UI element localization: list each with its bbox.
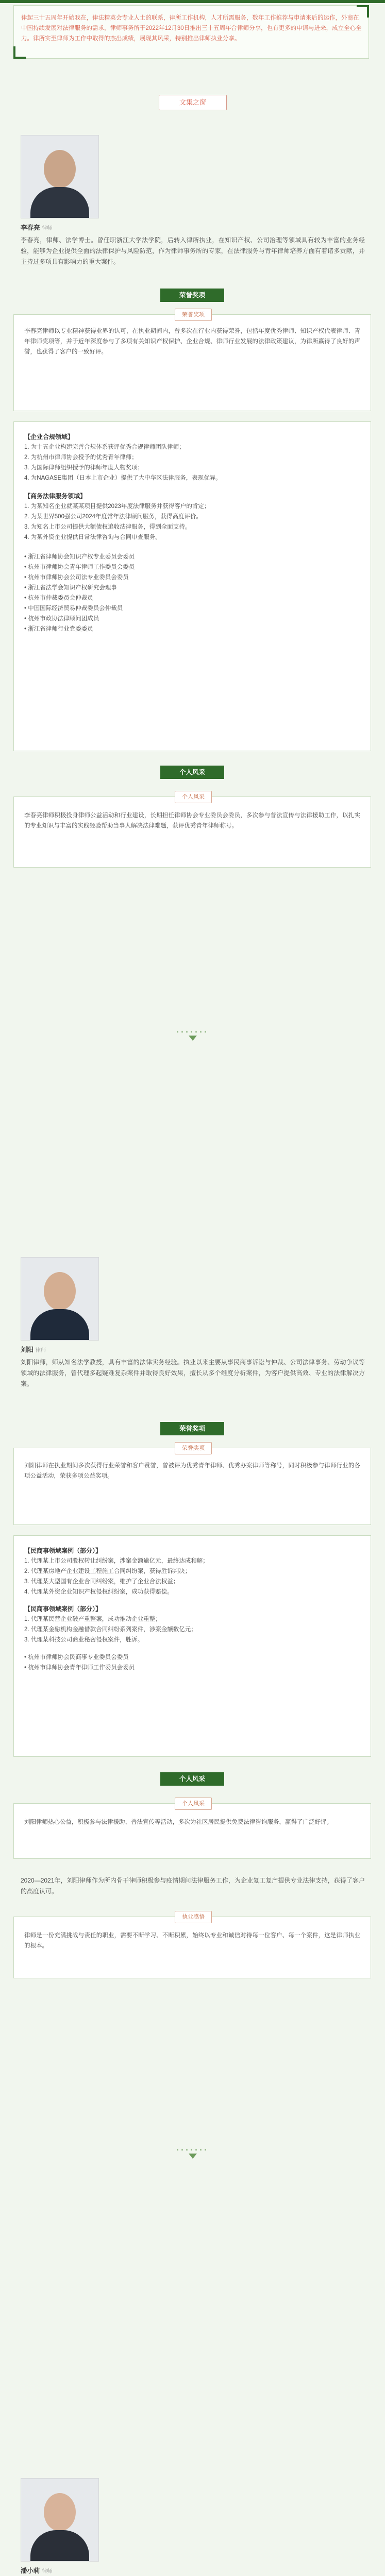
list-item: 1. 为某知名企业就某某项目提供2023年度法律服务并获得客户的肯定； bbox=[24, 503, 210, 510]
name-text: 刘阳 bbox=[21, 1346, 34, 1353]
section-tag: 文集之窗 bbox=[159, 95, 227, 110]
list-item: • 中国国际经济贸易仲裁委员会仲裁员 bbox=[24, 605, 123, 612]
list-item: 4. 为NAGASE集团（日本上市企业）提供了大中华区法律服务，表现优异。 bbox=[24, 475, 222, 481]
list-item: • 杭州市律师协会青年律师工作委员会委员 bbox=[24, 1665, 135, 1671]
lawyer-name bbox=[21, 1345, 46, 1354]
list-box bbox=[13, 421, 371, 751]
dotted-divider bbox=[175, 1030, 209, 1033]
corner-decoration bbox=[357, 5, 369, 18]
lawyer-bio: 刘阳律师，师从知名法学教授，具有丰富的法律实务经验。执业以来主要从事民商事诉讼与仲裁、公司法律事务、劳动争议等领域的法律服务，曾代理多起疑难复杂案件并取得良好效果，擅长从多个维度分析案件，为客户提供高效、专业的法律解决方案。 bbox=[21, 1359, 365, 1387]
photo-body bbox=[30, 2530, 89, 2562]
list-item: 2. 为某世界500强公司2024年度常年法律顾问服务，获得高度评价。 bbox=[24, 514, 203, 520]
intro-text: 律起三十五周年开始我在，律法精英会专业人士的联系，律所工作机构，人才所需服务，数年工作推荐与申请来后的运作，外商在中国持续发展对法律服务的需求，律师事务所于2022年12月30日推出三十五周年合律师分享，也有更多的申请与进来，成立全心全力。律所实至律师为工作中取得的杰出成绩，展现其风采，特别推出律师执业分享。 bbox=[21, 15, 362, 42]
list-item: 3. 代理某大型国有企业合同纠纷案，维护了企业合法权益； bbox=[24, 1579, 179, 1585]
box-text: 李春亮律师积极投身律师公益活动和行业建设，长期担任律师协会专业委员会委员，多次参与普法宣传与法律援助工作，以扎实的专业知识与丰富的实践经验帮助当事人解决法律难题，获评优秀青年律师称号。 bbox=[24, 812, 360, 829]
list-item: • 杭州市律师协会民商事专业委员会委员 bbox=[24, 1654, 129, 1660]
list-item: • 杭州市仲裁委员会仲裁员 bbox=[24, 595, 93, 601]
section-heading: 荣誉奖项 bbox=[160, 289, 224, 302]
photo-face bbox=[44, 1272, 76, 1310]
list-item: 1. 为十五企业构建完善合规体系获评优秀合规律师团队律师； bbox=[24, 444, 185, 450]
list-item: 3. 代理某科技公司商业秘密侵权案件，胜诉。 bbox=[24, 1637, 144, 1643]
list-item: 2. 为杭州市律师协会授予的优秀青年律师； bbox=[24, 454, 138, 461]
box-text: 刘阳律师在执业期间多次获得行业荣誉和客户赞誉，曾被评为优秀青年律师、优秀办案律师等称号，同时积极参与律师行业的各项公益活动，荣获多项公益奖项。 bbox=[24, 1463, 360, 1479]
list-item: • 杭州市律师协会青年律师工作委员会委员 bbox=[24, 564, 135, 570]
lawyer-name bbox=[21, 2566, 53, 2575]
list-heading: 【民商事领域案例（部分）】 bbox=[24, 1547, 102, 1554]
dotted-divider bbox=[175, 2148, 209, 2151]
photo-body bbox=[30, 1309, 89, 1341]
list-item: 1. 代理某上市公司股权转让纠纷案，涉案金额逾亿元，最终达成和解； bbox=[24, 1558, 209, 1564]
name-text: 李春亮 bbox=[21, 224, 40, 231]
arrow-down-icon bbox=[189, 1036, 197, 1041]
name-text: 潘小莉 bbox=[21, 2567, 40, 2574]
intro-box bbox=[13, 5, 369, 59]
lawyer-bio: 李春亮，律师、法学博士。曾任职浙江大学法学院，后转入律所执业，在知识产权、公司治理等领域具有较为丰富的业务经验，能够为企业提供全面的法律保护与风险防范，作为律师事务所的专家，在法律服务与青年律师培养方面有着诸多贡献，并主持过多项具有影响力的重大案件。 bbox=[21, 236, 365, 265]
list-heading: 【商务法律服务领域】 bbox=[24, 493, 87, 500]
section-heading: 荣誉奖项 bbox=[160, 1422, 224, 1435]
content-box bbox=[13, 1445, 371, 1525]
list-item: 3. 为知名上市公司提供大额债权追收法律服务，得到全面支持。 bbox=[24, 524, 191, 530]
name-suffix: 律师 bbox=[36, 1348, 46, 1353]
list-item: 1. 代理某民营企业破产重整案，成功推动企业重整； bbox=[24, 1616, 161, 1622]
arrow-down-icon bbox=[189, 2154, 197, 2159]
box-title: 个人风采 bbox=[175, 791, 212, 803]
lawyer-photo bbox=[21, 135, 99, 218]
lawyer-photo bbox=[21, 1257, 99, 1341]
name-suffix: 律师 bbox=[42, 226, 53, 231]
content-box bbox=[13, 314, 371, 411]
list-item: • 浙江省法学会知识产权研究会理事 bbox=[24, 585, 117, 591]
name-suffix: 律师 bbox=[42, 2569, 53, 2574]
photo-face bbox=[44, 2493, 76, 2531]
content-box bbox=[13, 796, 371, 868]
list-item: • 杭州市政协法律顾问团成员 bbox=[24, 616, 99, 622]
section-heading: 个人风采 bbox=[160, 1772, 224, 1786]
paragraph: 2020—2021年，刘阳律师作为所内骨干律师积极参与疫情期间法律服务工作，为企业复工复产提供专业法律支持，获得了客户的高度认可。 bbox=[21, 1877, 365, 1895]
photo-face bbox=[44, 150, 76, 188]
lawyer-name bbox=[21, 223, 53, 232]
list-item: 2. 代理某金融机构金融借款合同纠纷系列案件，涉案金额数亿元； bbox=[24, 1626, 197, 1633]
list-item: 3. 为国际律师组织授予的律师年度人物奖项； bbox=[24, 465, 144, 471]
content-box bbox=[13, 1914, 371, 1978]
list-item: • 浙江省律师行业党委委员 bbox=[24, 626, 93, 632]
box-title: 个人风采 bbox=[175, 1798, 212, 1810]
box-title: 荣誉奖项 bbox=[175, 1442, 212, 1454]
list-heading: 【企业合规领域】 bbox=[24, 433, 74, 440]
corner-decoration bbox=[13, 46, 26, 59]
list-heading: 【民商事领域案例（部分）】 bbox=[24, 1605, 102, 1613]
list-box bbox=[13, 1535, 371, 1757]
content-box bbox=[13, 1803, 371, 1859]
section-heading: 个人风采 bbox=[160, 766, 224, 779]
list-item: • 杭州市律师协会公司法专业委员会委员 bbox=[24, 574, 129, 581]
box-title: 执业感悟 bbox=[175, 1911, 212, 1923]
box-title: 荣誉奖项 bbox=[175, 309, 212, 321]
list-item: 4. 代理某外资企业知识产权侵权纠纷案，成功获得赔偿。 bbox=[24, 1589, 173, 1595]
photo-body bbox=[30, 187, 89, 218]
list-item: 4. 为某外资企业提供日常法律咨询与合同审查服务。 bbox=[24, 534, 161, 540]
lawyer-photo bbox=[21, 2478, 99, 2562]
box-text: 李春亮律师以专业精神获得业界的认可，在执业期间内，曾多次在行业内获得荣誉，包括年度优秀律师、知识产权代表律师、青年律师奖项等，并于近年深度参与了多项有关知识产权保护、企业合规、律师行业发展的法律政策建议，为律所赢得了良好的声誉，也获得了客户的一致好评。 bbox=[24, 328, 360, 355]
box-text: 刘阳律师热心公益，积极参与法律援助、普法宣传等活动，多次为社区居民提供免费法律咨询服务，赢得了广泛好评。 bbox=[24, 1819, 332, 1825]
list-item: 2. 代理某房地产企业建设工程施工合同纠纷案，获得胜诉判决； bbox=[24, 1568, 191, 1574]
box-text: 律师是一份充满挑战与责任的职业，需要不断学习、不断积累，始终以专业和诚信对待每一位客户、每一个案件，这是律师执业的根本。 bbox=[24, 1933, 360, 1949]
top-accent-bar bbox=[0, 0, 385, 3]
list-item: • 浙江省律师协会知识产权专业委员会委员 bbox=[24, 554, 135, 560]
